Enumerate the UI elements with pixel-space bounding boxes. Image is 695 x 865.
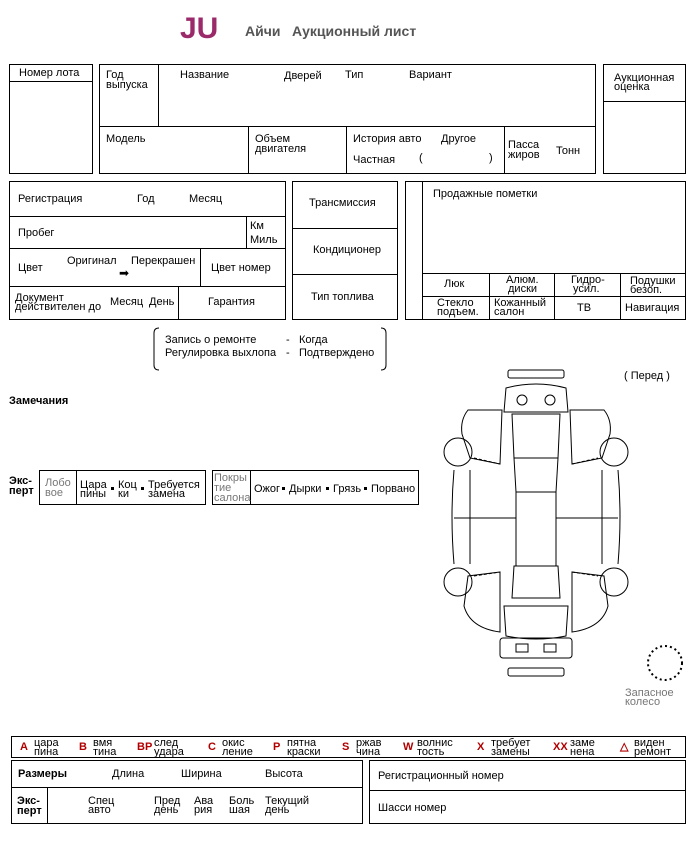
expert-label: Экс- [9, 475, 32, 487]
legend-code: XX [553, 741, 568, 753]
accident-label: Ава [194, 795, 214, 807]
reg-year-label: Год [137, 193, 155, 205]
bullet-icon [326, 487, 329, 490]
replace-label-2: замена [148, 488, 186, 500]
legend-text: след [154, 737, 179, 749]
chassis-number-label: Шасси номер [378, 802, 447, 814]
legend-text: заме [570, 737, 595, 749]
legend-code: X [477, 741, 485, 753]
paren-open: ( [419, 152, 423, 164]
repair-when-label: Когда [299, 334, 328, 346]
replace-label: Требуется [148, 479, 200, 491]
accident-label-2: рия [194, 804, 213, 816]
passenger-label-2: жиров [508, 149, 540, 161]
history-label: История авто [353, 133, 422, 145]
interior-label-3: салона [214, 492, 251, 504]
transmission-label: Трансмиссия [309, 197, 376, 209]
warranty-label: Гарантия [208, 296, 255, 308]
leather-label-2: салон [494, 306, 525, 318]
lot-number-box[interactable] [9, 64, 93, 174]
page-title: Аукционный лист [292, 23, 417, 39]
model-label: Модель [106, 133, 146, 145]
car-diagram[interactable] [440, 366, 640, 682]
aircon-label: Кондиционер [313, 244, 382, 256]
legend-text: замены [491, 746, 530, 758]
length-label: Длина [112, 768, 145, 780]
reg-month-label: Месяц [189, 193, 223, 205]
leather-label: Кожанный [494, 297, 547, 309]
windshield-label-2: вое [45, 487, 63, 499]
legend-text: краски [287, 746, 321, 758]
mileage-label: Пробег [18, 227, 55, 239]
alloy-label-2: диски [508, 283, 538, 295]
sales-notes-title: Продажные пометки [433, 188, 538, 200]
legend-text: виден [634, 737, 665, 749]
torn-label: Порвано [371, 483, 416, 495]
legend-text: тина [93, 746, 117, 758]
name-label: Название [180, 69, 230, 81]
scratch-label: Цара [80, 479, 107, 491]
power-window-label-2: подъем. [437, 306, 479, 318]
doors-label: Дверей [284, 70, 322, 82]
bullet-icon [364, 487, 367, 490]
special-car-label: Спец [88, 795, 115, 807]
other-label: Другое [441, 133, 476, 145]
ton-label: Тонн [556, 145, 581, 157]
color-number-label: Цвет номер [211, 262, 271, 274]
year-label: Год [106, 69, 124, 81]
doc-month-label: Месяц [110, 296, 144, 308]
legend-code: W [403, 741, 414, 753]
sizes-label: Размеры [18, 768, 68, 780]
spare-wheel-label-2: колесо [625, 696, 661, 708]
spare-wheel-label: Запасное [625, 687, 674, 699]
prev-day-label: Пред [154, 795, 181, 807]
legend-text: вмя [93, 737, 113, 749]
legend-code: B [79, 741, 87, 753]
legend-text: волнис [417, 737, 453, 749]
dent-label: Коц [118, 479, 137, 491]
document-label-2: действителен до [15, 301, 102, 313]
fuel-type-label: Тип топлива [311, 291, 374, 303]
airbag-label-2: безоп. [630, 284, 663, 296]
major-label: Боль [229, 795, 255, 807]
legend-code: BP [137, 741, 153, 753]
prev-day-label-2: день [154, 804, 179, 816]
navigation-label: Навигация [625, 302, 680, 314]
private-label: Частная [353, 154, 396, 166]
legend-text: ремонт [634, 746, 672, 758]
confirmed-label: Подтверждено [299, 347, 375, 359]
power-steering-label: Гидро- [571, 274, 605, 286]
dirt-label: Грязь [333, 483, 362, 495]
current-day-label-2: день [265, 804, 290, 816]
reg-number-label: Регистрационный номер [378, 770, 504, 782]
legend-text: нена [570, 746, 595, 758]
holes-label: Дырки [289, 483, 322, 495]
passenger-label: Пасса [508, 139, 540, 151]
type-label: Тип [345, 69, 364, 81]
original-label: Оригинал [67, 255, 117, 267]
sunroof-label: Люк [444, 278, 465, 290]
burn-label: Ожог [254, 483, 281, 495]
dent-label-2: ки [118, 488, 129, 500]
legend-text: окис [222, 737, 245, 749]
engine-label: Объем [255, 133, 291, 145]
legend-code: A [20, 741, 28, 753]
registration-label: Регистрация [18, 193, 83, 205]
legend-text: чина [356, 746, 381, 758]
tv-label: ТВ [577, 302, 592, 314]
scratch-label-2: пины [80, 488, 107, 500]
logo: JU [180, 12, 219, 45]
bullet-icon [282, 487, 285, 490]
doc-day-label: День [149, 296, 175, 308]
year-label-2: выпуска [106, 79, 148, 91]
height-label: Высота [265, 768, 303, 780]
repainted-label: Перекрашен [131, 255, 196, 267]
legend-code: S [342, 741, 350, 753]
legend-code: △ [620, 741, 629, 753]
power-steering-label-2: усил. [573, 283, 600, 295]
special-car-label-2: авто [88, 804, 111, 816]
auction-grade-label: Аукционная [614, 72, 675, 84]
legend-text: ржав [356, 737, 382, 749]
legend-text: удара [154, 746, 184, 758]
repair-dash-1: - [286, 334, 290, 346]
legend-text: цара [34, 737, 59, 749]
current-day-label: Текущий [265, 795, 309, 807]
exhaust-label: Регулировка выхлопа [165, 347, 277, 359]
legend-text: ление [222, 746, 253, 758]
power-window-label: Стекло [437, 297, 474, 309]
legend-code: C [208, 741, 216, 753]
document-label: Документ [15, 292, 64, 304]
major-label-2: шая [229, 804, 250, 816]
repair-dash-2: - [286, 347, 290, 359]
expert-label-2: перт [9, 485, 34, 497]
spare-wheel-icon[interactable] [646, 644, 686, 684]
km-label: Км [250, 220, 264, 232]
bottom-expert-label: Экс- [17, 795, 40, 807]
region: Айчи [245, 23, 281, 39]
arrow-right-icon: ➡ [119, 266, 130, 280]
variant-label: Вариант [409, 69, 452, 81]
legend-text: требует [491, 737, 531, 749]
interior-label: Покры [214, 472, 247, 484]
engine-label-2: двигателя [255, 143, 307, 155]
airbag-label: Подушки [630, 275, 676, 287]
legend-text: пина [34, 746, 59, 758]
auction-grade-label-2: оценка [614, 81, 650, 93]
bottom-expert-label-2: перт [17, 805, 42, 817]
alloy-label: Алюм. [506, 274, 539, 286]
legend-text: пятна [287, 737, 317, 749]
bullet-icon [141, 487, 144, 490]
color-label: Цвет [18, 262, 43, 274]
windshield-label: Лобо [45, 477, 71, 489]
lot-number-label: Номер лота [19, 67, 80, 79]
width-label: Ширина [181, 768, 222, 780]
repair-record-label: Запись о ремонте [165, 334, 257, 346]
remarks-label: Замечания [9, 395, 69, 407]
miles-label: Миль [250, 234, 278, 246]
paren-close: ) [489, 152, 493, 164]
bullet-icon [111, 487, 114, 490]
front-label: ( Перед ) [624, 370, 670, 382]
interior-label-2: тие [214, 482, 232, 494]
legend-code: P [273, 741, 281, 753]
legend-text: тость [417, 746, 445, 758]
